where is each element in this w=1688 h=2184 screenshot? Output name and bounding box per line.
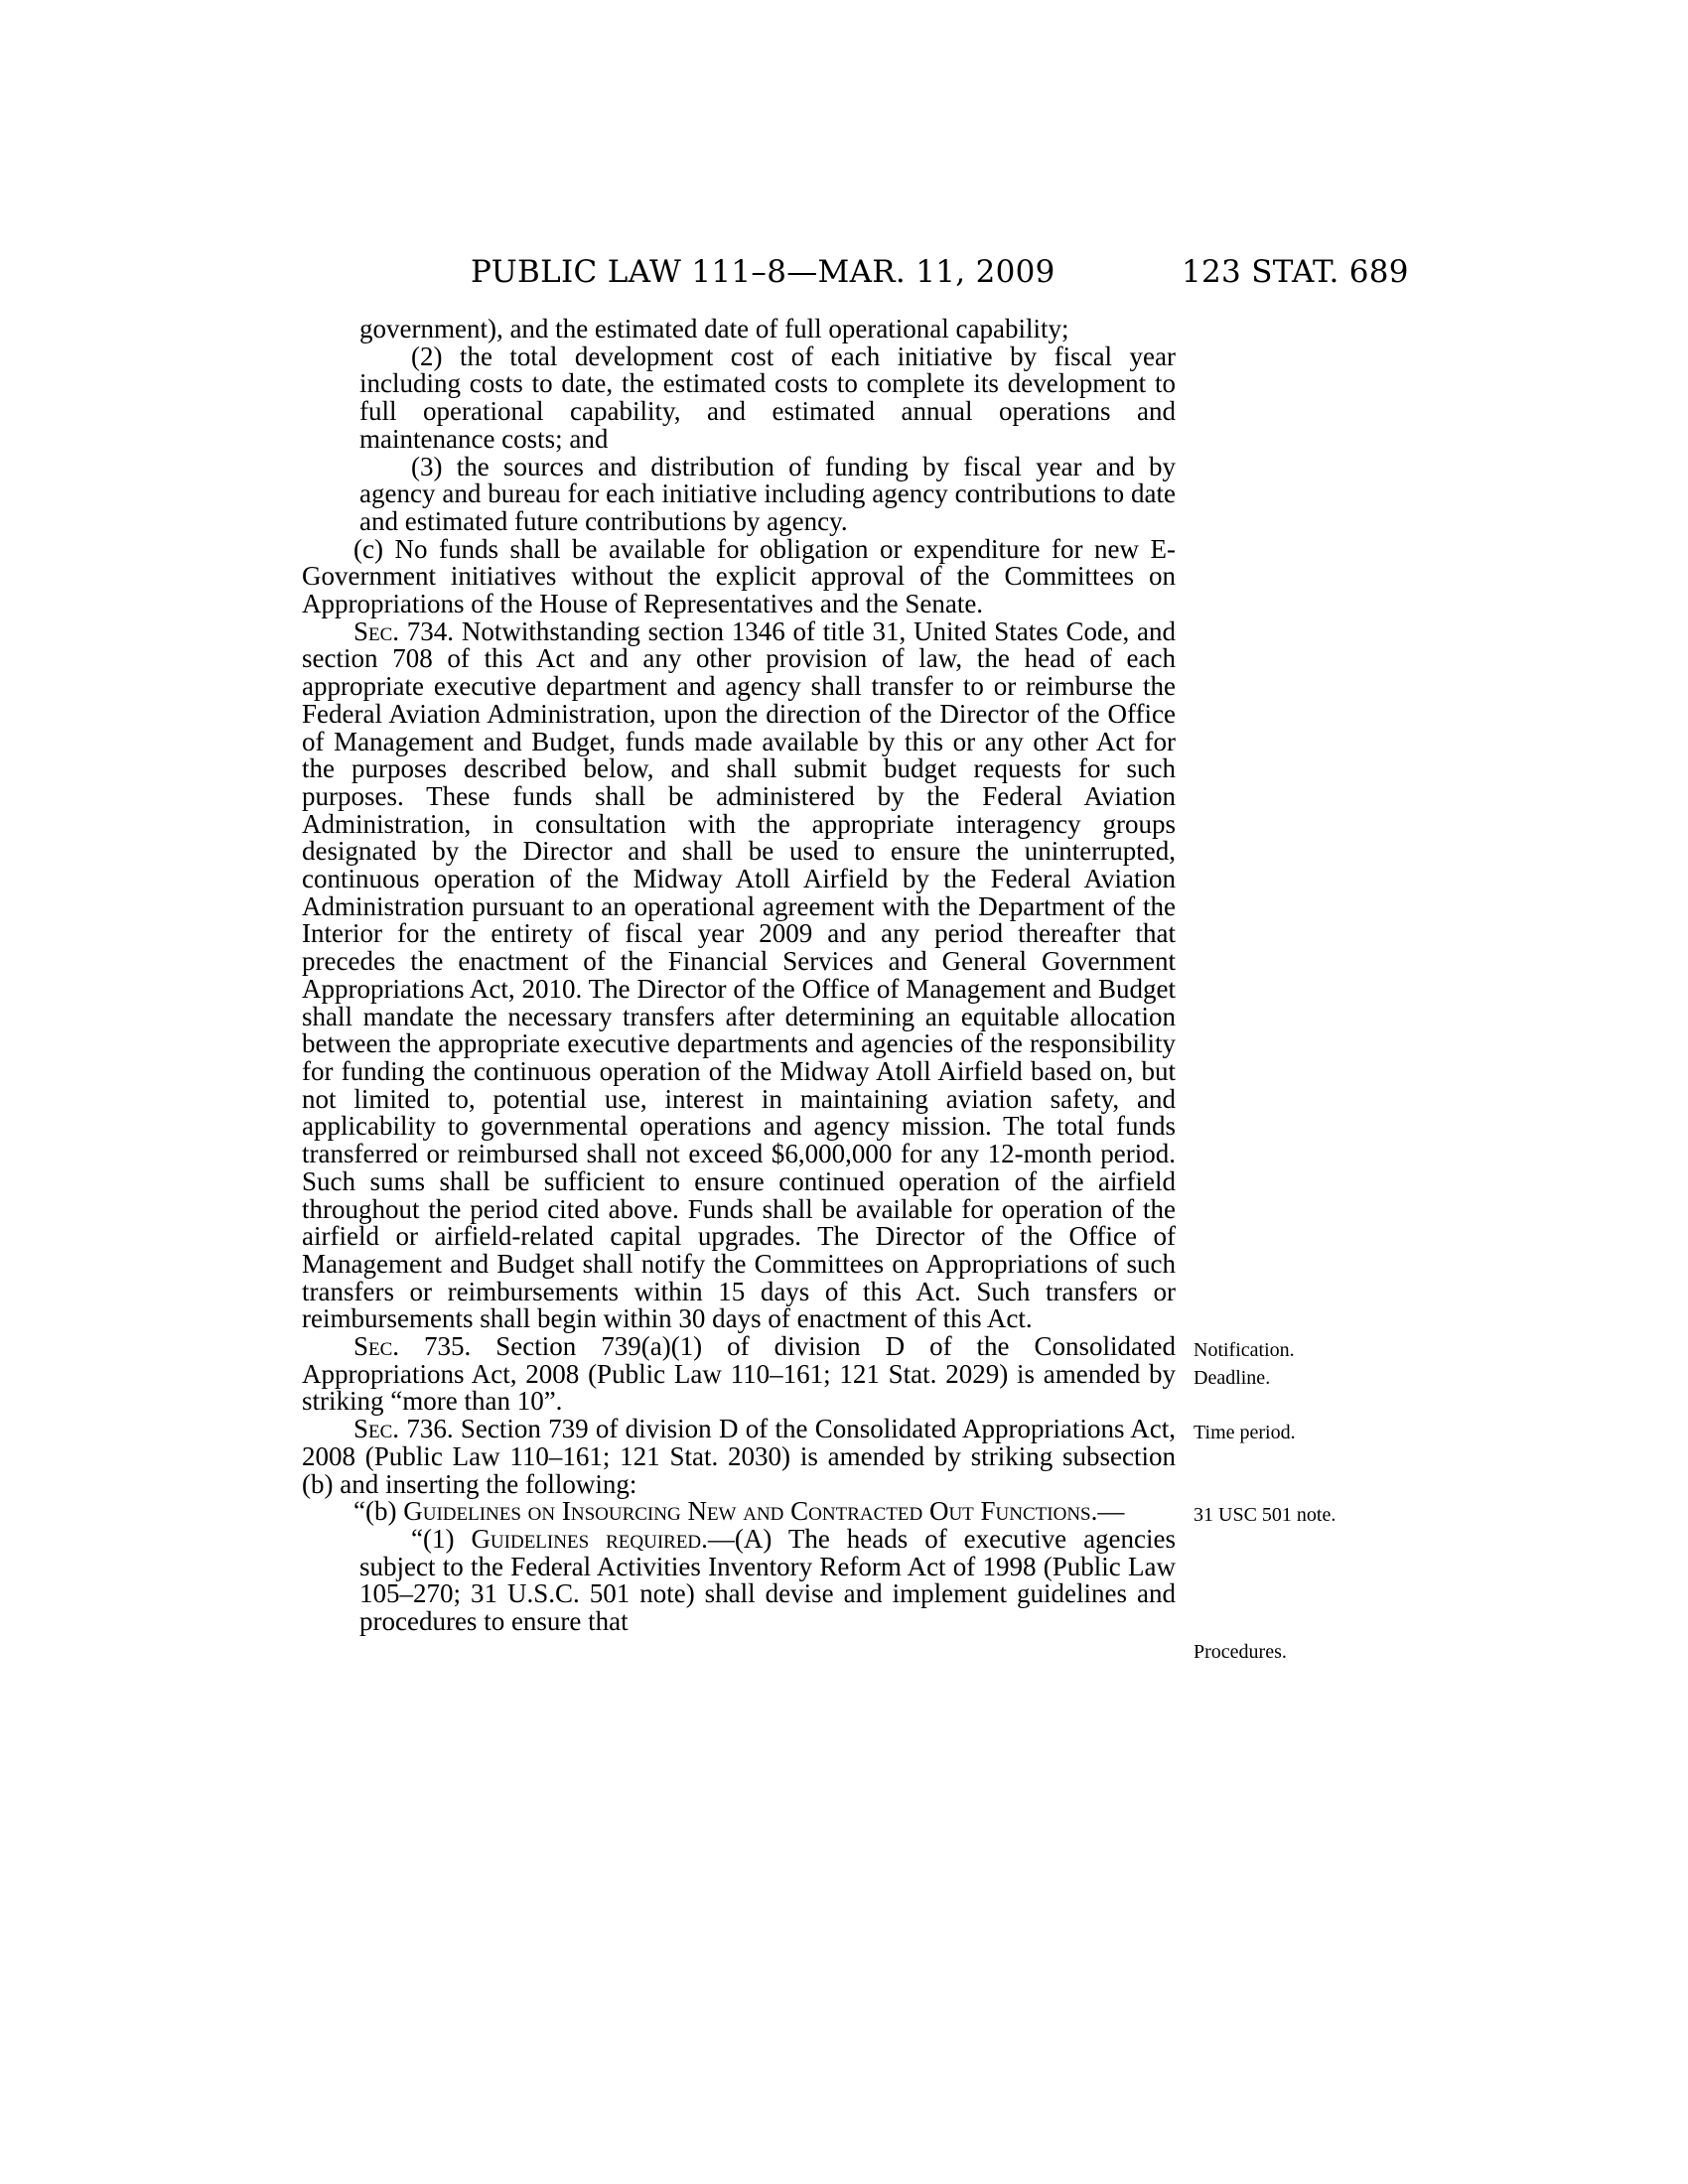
running-header-title: PUBLIC LAW 111–8—MAR. 11, 2009 <box>471 254 1055 290</box>
margin-note-notification: Notification. <box>1194 1339 1295 1361</box>
section-734 <box>302 615 1177 1334</box>
running-header-stat-page: 123 STAT. 689 <box>1182 254 1409 290</box>
subsection-b-heading: Guidelines on Insourcing New and Contracted Out Functions <box>403 1496 1091 1527</box>
paragraph-subsection-c: (c) No funds shall be available for obligation or expenditure for new E-Government initiatives without the explicit approval of the Committees on Appropriations of the House of Representatives and the Senate. <box>302 533 1176 619</box>
section-735-text: Section 739(a)(1) of division D of the Consolidated Appropriations Act, 2008 (Public Law 110–161; 121 Stat. 2029) is amended by striking “more than 10”. <box>302 1331 1177 1417</box>
margin-note-time-period: Time period. <box>1194 1422 1296 1443</box>
inserted-paragraph-1 <box>302 1523 1177 1637</box>
margin-note-deadline: Deadline. <box>1194 1367 1271 1389</box>
section-736 <box>302 1416 1176 1498</box>
paragraph-continuation: government), and the estimated date of full operational capability; <box>359 314 1069 343</box>
section-735 <box>302 1333 1176 1416</box>
paragraph-1-heading: Guidelines required <box>471 1523 702 1554</box>
section-735-label: Sec. 735. <box>353 1331 472 1362</box>
section-736-label: Sec. 736. <box>353 1414 454 1444</box>
section-736-text: Section 739 of division D of the Consolidated Appropriations Act, 2008 (Public Law 110–161; 121 Stat. 2030) is amended by striking subsection (b) and inserting the following: <box>302 1414 1177 1499</box>
margin-note-usc-citation: 31 USC 501 note. <box>1194 1504 1336 1526</box>
section-734-text: Notwithstanding section 1346 of title 31, United States Code, and section 708 of this Act and any other provision of law, the head of each appropriate executive department and agency shall transfer to or reimburse the Federal Aviation Administration, upon the direction of the Director of the Office of Management and Budget, funds made available by this or any other Act for the purposes described below, and shall submit budget requests for such purposes. These funds shall be administered by the Federal Aviation Administration, in consultation with the appropriate interagency groups designated by the Director and shall be used to ensure the uninterrupted, continuous operation of the Midway Atoll Airfield by the Federal Aviation Administration pursuant to an operational agreement with the Department of the Interior for the entirety of fiscal year 2009 and any period thereafter that precedes the enactment of the Financial Services and General Government Appropriations Act, 2010. The Director of the Office of Management and Budget shall mandate the necessary transfers after determining an equitable allocation between the appropriate executive departments and agencies of the responsibility for funding the continuous operation of the Midway Atoll Airfield based on, but not limited to, potential use, interest in maintaining aviation safety, and applicability to governmental operations and agency mission. The total funds transferred or reimbursed shall not exceed $6,000,000 for any 12-month period. Such sums shall be sufficient to ensure continued operation of the airfield throughout the period cited above. Funds shall be available for operation of the airfield or airfield-related capital upgrades. The Director of the Office of Management and Budget shall notify the Committees on Appropriations of such transfers or reimbursements within 15 days of this Act. Such transfers or reimbursements shall begin within 30 days of enactment of this Act. <box>302 615 1177 1334</box>
paragraph-item-3: (3) the sources and distribution of funding by fiscal year and by agency and bureau for each initiative including agency contributions to date and estimated future contributions by agency. <box>359 451 1176 536</box>
inserted-subsection-b-heading <box>302 1498 1176 1526</box>
heading-dash-1: .— <box>701 1523 735 1554</box>
heading-dash-b: .— <box>1090 1496 1125 1527</box>
body-text <box>302 316 1176 1636</box>
paragraph-item-2: (2) the total development cost of each initiative by fiscal year including costs to date, the estimated costs to complete its development to full operational capability, and estimated annual operations and maintenance costs; and <box>359 341 1176 454</box>
quote-open-1: “(1) <box>411 1523 472 1554</box>
paragraph-1-text: (A) The heads of executive agencies subject to the Federal Activities Inventory Reform Act of 1998 (Public Law 105–270; 31 U.S.C. 501 note) shall devise and implement guidelines and procedures to ensure that <box>359 1523 1177 1637</box>
section-734-label: Sec. 734. <box>353 615 455 646</box>
margin-note-procedures: Procedures. <box>1194 1641 1287 1663</box>
quote-open-b: “(b) <box>353 1496 404 1527</box>
